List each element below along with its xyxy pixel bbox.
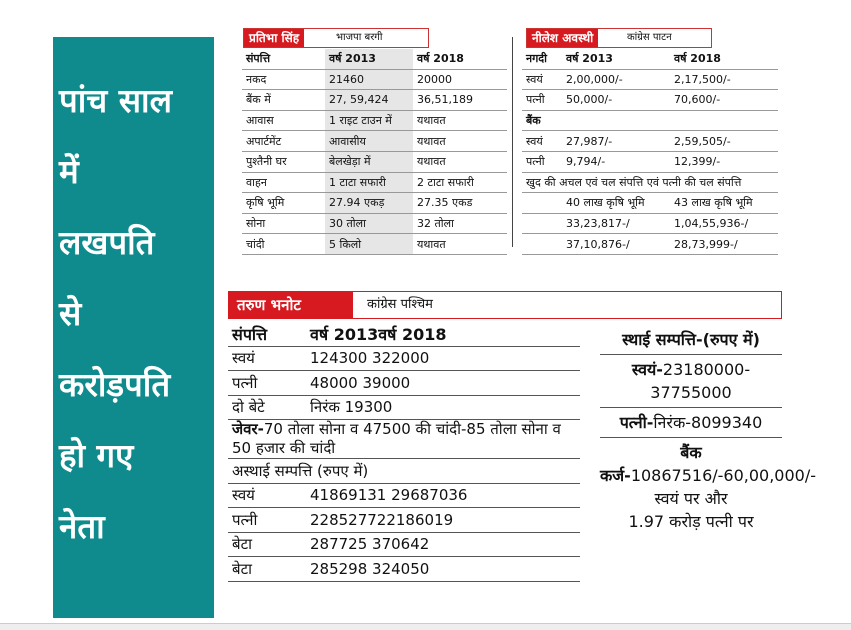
cell: अपार्टमेंट bbox=[242, 131, 325, 152]
table-row bbox=[228, 483, 580, 508]
cell: 43 लाख कृषि भूमि bbox=[670, 193, 778, 214]
wife-label: पत्नी- bbox=[619, 413, 654, 432]
headline-line: लखपति bbox=[59, 223, 155, 262]
loan-value: 10867516/-60,00,000/-स्वयं पर और bbox=[630, 466, 817, 508]
table-row bbox=[522, 234, 778, 255]
cell: 1,04,55,936-/ bbox=[670, 213, 778, 234]
headline-line: करोड़पति bbox=[59, 365, 171, 404]
table-row bbox=[522, 172, 778, 193]
headline-line: हो गए bbox=[59, 436, 134, 475]
wife-block bbox=[600, 408, 782, 438]
cell: 27, 59,424 bbox=[325, 90, 413, 111]
tarun-table bbox=[228, 322, 580, 582]
table-row bbox=[522, 193, 778, 214]
table-row bbox=[242, 193, 507, 214]
headline-line: नेता bbox=[59, 507, 105, 546]
divider bbox=[512, 37, 513, 247]
table-header bbox=[228, 322, 580, 346]
wife-value: निरंक-8099340 bbox=[653, 413, 763, 432]
note: खुद की अचल एवं चल संपत्ति एवं पत्नी की चल संपत्ति bbox=[522, 172, 778, 193]
fixed-assets-box bbox=[600, 325, 817, 536]
tarun-header bbox=[228, 291, 782, 319]
table-row bbox=[522, 131, 778, 152]
cell bbox=[522, 234, 562, 255]
cell: स्वयं bbox=[522, 131, 562, 152]
table-row bbox=[522, 90, 778, 111]
cell: 2,59,505/- bbox=[670, 131, 778, 152]
nilesh-header bbox=[526, 28, 712, 48]
fixed-title: स्थाई सम्पत्ति-(रुपए में) bbox=[622, 330, 760, 349]
cell: 30 तोला bbox=[325, 213, 413, 234]
headline bbox=[59, 65, 211, 562]
cell: 9,794/- bbox=[562, 151, 670, 172]
table-row bbox=[242, 69, 507, 90]
table-row bbox=[228, 459, 580, 484]
jewelry-cell bbox=[228, 420, 580, 459]
loan-label: बैंक कर्ज- bbox=[600, 443, 702, 485]
candidate-party: भाजपा बरगी bbox=[336, 32, 383, 43]
cell: यथावत bbox=[413, 234, 507, 255]
nilesh-table bbox=[522, 49, 778, 255]
candidate-party: कांग्रेस पाटन bbox=[627, 32, 672, 43]
cell: वाहन bbox=[242, 172, 325, 193]
headline-panel bbox=[53, 37, 214, 618]
loan-wife: 1.97 करोड़ पत्नी पर bbox=[628, 512, 754, 531]
table-row bbox=[522, 151, 778, 172]
cell: 21460 bbox=[325, 69, 413, 90]
candidate-name: नीलेश अवस्थी bbox=[527, 29, 598, 47]
cell: 1 राइट टाउन में bbox=[325, 110, 413, 131]
pratibha-table bbox=[242, 49, 507, 255]
cell: 2 टाटा सफारी bbox=[413, 172, 507, 193]
table-row bbox=[242, 172, 507, 193]
table-row bbox=[228, 395, 580, 420]
table-row bbox=[242, 151, 507, 172]
cell: बैंक में bbox=[242, 90, 325, 111]
table-row bbox=[228, 532, 580, 557]
table-row bbox=[228, 371, 580, 396]
cell: 32 तोला bbox=[413, 213, 507, 234]
cell: 285298 324050 bbox=[306, 557, 580, 582]
cell: आवास bbox=[242, 110, 325, 131]
cell: पत्नी bbox=[228, 508, 306, 533]
section-label: बैंक bbox=[522, 110, 778, 131]
table-row bbox=[242, 234, 507, 255]
headline-line: से bbox=[59, 294, 82, 333]
cell: 50,000/- bbox=[562, 90, 670, 111]
header-cell: वर्ष 2018 bbox=[670, 49, 778, 69]
cell: चांदी bbox=[242, 234, 325, 255]
header-cell: संपत्ति bbox=[242, 49, 325, 69]
cell: 28,73,999-/ bbox=[670, 234, 778, 255]
table-row bbox=[242, 110, 507, 131]
cell bbox=[522, 213, 562, 234]
cell: 36,51,189 bbox=[413, 90, 507, 111]
header-cell: वर्ष 2013वर्ष 2018 bbox=[306, 322, 580, 346]
loan-block bbox=[600, 438, 817, 536]
self-label: स्वयं- bbox=[631, 360, 663, 379]
cell: कृषि भूमि bbox=[242, 193, 325, 214]
jewelry-label: जेवर- bbox=[232, 420, 264, 438]
cell: सोना bbox=[242, 213, 325, 234]
cell: 27.94 एकड़ bbox=[325, 193, 413, 214]
cell: यथावत bbox=[413, 131, 507, 152]
candidate-name: तरुण भनोट bbox=[229, 292, 353, 318]
cell: दो बेटे bbox=[228, 395, 306, 420]
cell: 70,600/- bbox=[670, 90, 778, 111]
candidate-name: प्रतिभा सिंह bbox=[244, 29, 304, 47]
table-row bbox=[522, 69, 778, 90]
cell: 40 लाख कृषि भूमि bbox=[562, 193, 670, 214]
table-row bbox=[228, 420, 580, 459]
cell: पत्नी bbox=[522, 151, 562, 172]
table-header bbox=[242, 49, 507, 69]
pratibha-header bbox=[243, 28, 429, 48]
table-row bbox=[228, 508, 580, 533]
header-cell: वर्ष 2013 bbox=[562, 49, 670, 69]
cell: 124300 322000 bbox=[306, 346, 580, 371]
header-cell: वर्ष 2018 bbox=[413, 49, 507, 69]
section-title: अस्थाई सम्पत्ति (रुपए में) bbox=[228, 459, 580, 484]
candidate-party: कांग्रेस पश्चिम bbox=[367, 297, 433, 312]
table-row bbox=[228, 346, 580, 371]
table-row bbox=[242, 90, 507, 111]
cell: 41869131 29687036 bbox=[306, 483, 580, 508]
cell: 228527722186019 bbox=[306, 508, 580, 533]
cell: 48000 39000 bbox=[306, 371, 580, 396]
headline-line: में bbox=[59, 152, 79, 191]
jewelry-text: 70 तोला सोना व 47500 की चांदी-85 तोला सोना व 50 हजार की चांदी bbox=[232, 420, 561, 457]
cell: 2,17,500/- bbox=[670, 69, 778, 90]
cell: 2,00,000/- bbox=[562, 69, 670, 90]
cell: 12,399/- bbox=[670, 151, 778, 172]
cell: 20000 bbox=[413, 69, 507, 90]
table-row bbox=[228, 557, 580, 582]
cell: पत्नी bbox=[522, 90, 562, 111]
cell: 33,23,817-/ bbox=[562, 213, 670, 234]
cell: 1 टाटा सफारी bbox=[325, 172, 413, 193]
header-cell: वर्ष 2013 bbox=[325, 49, 413, 69]
header-cell: संपत्ति bbox=[228, 322, 306, 346]
cell: स्वयं bbox=[228, 483, 306, 508]
table-row bbox=[242, 131, 507, 152]
cell: 37,10,876-/ bbox=[562, 234, 670, 255]
cell: बेलखेड़ा में bbox=[325, 151, 413, 172]
cell: स्वयं bbox=[522, 69, 562, 90]
cell: आवासीय bbox=[325, 131, 413, 152]
cell bbox=[522, 193, 562, 214]
cell: स्वयं bbox=[228, 346, 306, 371]
cell: 27,987/- bbox=[562, 131, 670, 152]
headline-line: पांच साल bbox=[59, 81, 172, 120]
cell: 27.35 एकड bbox=[413, 193, 507, 214]
table-header bbox=[522, 49, 778, 69]
table-row bbox=[522, 213, 778, 234]
header-cell: नगदी bbox=[522, 49, 562, 69]
cell: बेटा bbox=[228, 557, 306, 582]
cell: यथावत bbox=[413, 151, 507, 172]
table-row bbox=[242, 213, 507, 234]
self-block bbox=[600, 355, 782, 408]
cell: 5 किलो bbox=[325, 234, 413, 255]
cell: बेटा bbox=[228, 532, 306, 557]
cell: 287725 370642 bbox=[306, 532, 580, 557]
fixed-title-block bbox=[600, 325, 782, 355]
cell: पत्नी bbox=[228, 371, 306, 396]
self-value: 23180000-37755000 bbox=[650, 360, 751, 402]
cell: नकद bbox=[242, 69, 325, 90]
cell: पुश्तैनी घर bbox=[242, 151, 325, 172]
cell: यथावत bbox=[413, 110, 507, 131]
cell: निरंक 19300 bbox=[306, 395, 580, 420]
table-row bbox=[522, 110, 778, 131]
